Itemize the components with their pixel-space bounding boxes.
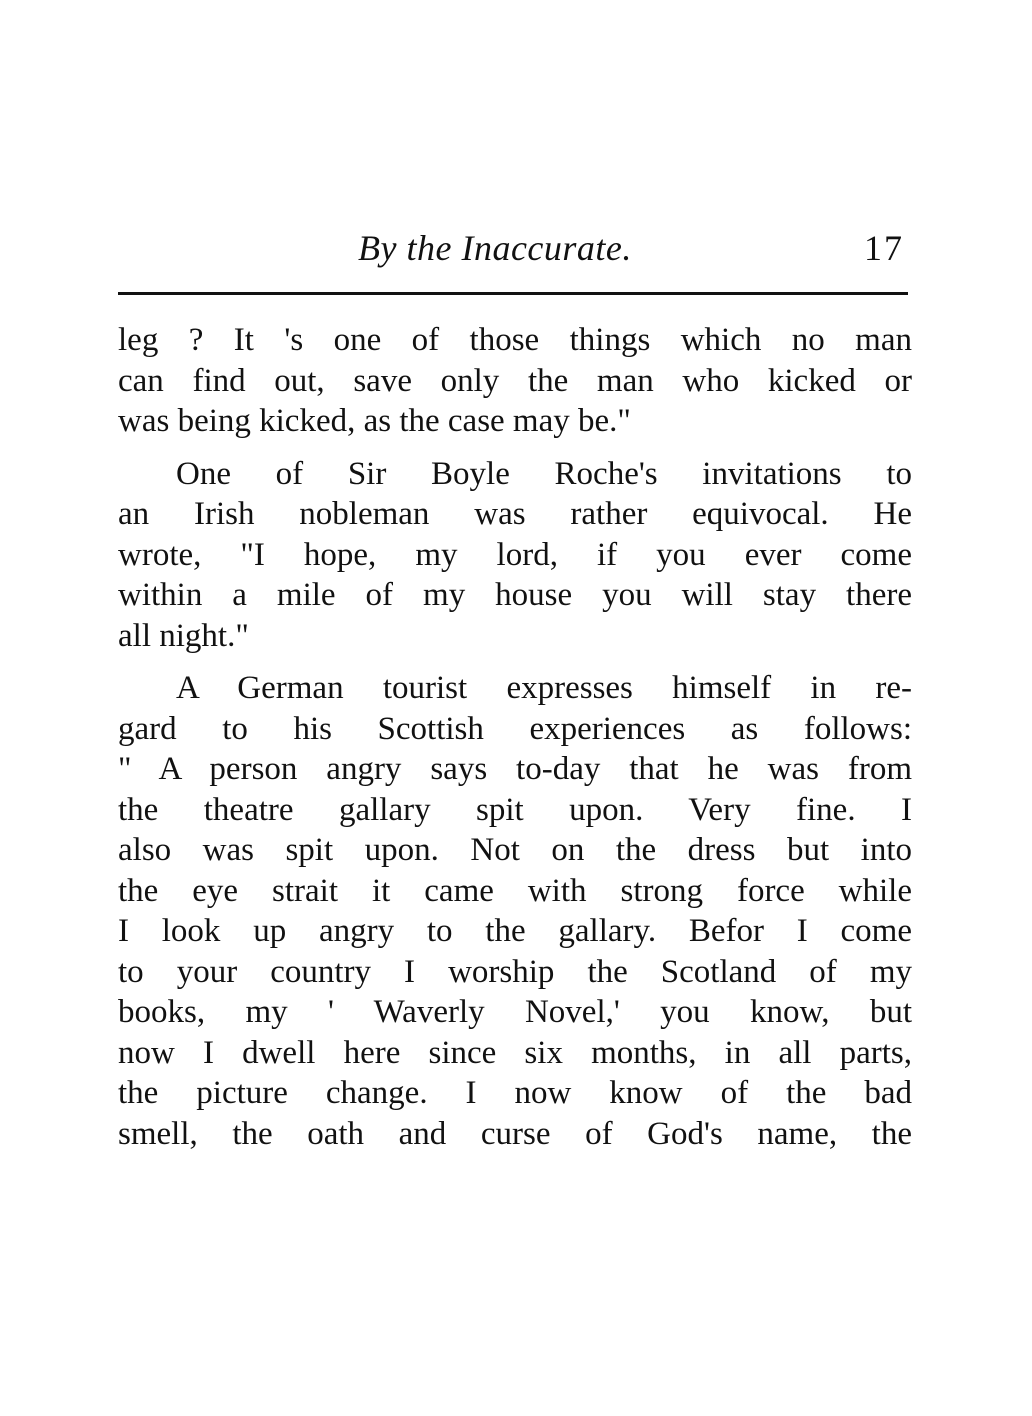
page-header	[118, 226, 906, 276]
text-line: books, my ' Waverly Novel,' you know, but	[118, 994, 912, 1030]
header-rule	[118, 292, 908, 295]
text-line: " A person angry says to-day that he was from	[118, 751, 912, 787]
text-line: the eye strait it came with strong force while	[118, 872, 912, 909]
body-text	[118, 320, 912, 1166]
paragraph-1	[118, 320, 912, 442]
running-title: By the Inaccurate.	[358, 228, 632, 268]
text-line: can find out, save only the man who kicked or	[118, 362, 912, 399]
text-line: the theatre gallary spit upon. Very fine. I	[118, 791, 912, 828]
paragraph-3	[118, 668, 912, 1154]
text-line: I look up angry to the gallary. Befor I come	[118, 913, 912, 949]
text-line: wrote, "I hope, my lord, if you ever come	[118, 536, 912, 573]
text-line: One of Sir Boyle Roche's invitations to	[176, 455, 912, 492]
text-line: leg ? It 's one of those things which no man	[118, 322, 912, 358]
text-line: smell, the oath and curse of God's name, the	[118, 1115, 912, 1152]
text-line: to your country I worship the Scotland of my	[118, 953, 912, 990]
text-line: an Irish nobleman was rather equivocal. He	[118, 496, 912, 532]
page-number: 17	[864, 228, 904, 268]
text-line: now I dwell here since six months, in all parts,	[118, 1034, 912, 1071]
text-line: the picture change. I now know of the bad	[118, 1075, 912, 1111]
paragraph-2	[118, 454, 912, 657]
text-line: was being kicked, as the case may be."	[118, 403, 631, 439]
text-line: gard to his Scottish experiences as follows:	[118, 710, 912, 747]
text-line: A German tourist expresses himself in re-	[176, 670, 912, 706]
text-line: all night."	[118, 617, 249, 654]
text-line: within a mile of my house you will stay there	[118, 577, 912, 613]
text-line: also was spit upon. Not on the dress but into	[118, 832, 912, 868]
